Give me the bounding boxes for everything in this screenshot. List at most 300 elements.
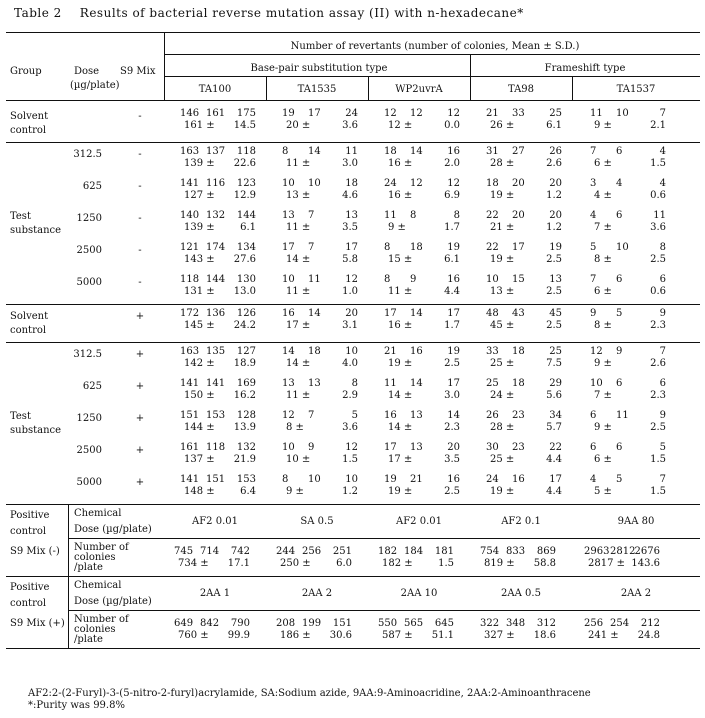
dose-value: 625: [82, 381, 102, 392]
plate-count-1: 161: [180, 442, 200, 453]
plate-count-3: 16: [447, 274, 460, 285]
plate-count-3: 790: [230, 618, 250, 629]
sd-value: 6.9: [444, 190, 460, 201]
plate-count-1: 182: [378, 546, 398, 557]
plate-count-1: 118: [180, 274, 200, 285]
data-cell: [590, 146, 666, 172]
rule-line: [164, 76, 700, 77]
plate-count-3: 17: [447, 378, 460, 389]
plate-count-3: 7: [659, 108, 666, 119]
column-divider: [470, 54, 471, 100]
mean-value: 9 ±: [388, 222, 406, 233]
mean-value: 8 ±: [286, 422, 304, 433]
plate-count-3: 45: [549, 308, 562, 319]
data-cell: [590, 178, 666, 204]
plate-count-1: 550: [378, 618, 398, 629]
mean-value: 25 ±: [490, 454, 515, 465]
plate-count-2: 14: [308, 308, 321, 319]
plate-count-1: 18: [384, 146, 397, 157]
data-cell: [276, 618, 352, 644]
plate-count-1: 19: [384, 474, 397, 485]
plate-count-2: 10: [616, 242, 629, 253]
s9-value: +: [135, 477, 145, 488]
mean-value: 26 ±: [490, 120, 515, 131]
s9-value: -: [138, 277, 142, 288]
sd-value: 3.6: [650, 222, 666, 233]
data-cell: [276, 546, 352, 572]
colonies-label: /plate: [74, 562, 103, 573]
sd-value: 1.5: [650, 454, 666, 465]
sd-value: 4.4: [546, 486, 562, 497]
data-cell: [282, 210, 358, 236]
strain-ta100: TA100: [198, 84, 232, 95]
data-cell: [584, 546, 660, 572]
positive-chemical: 2AA 2: [301, 588, 333, 599]
plate-count-1: 151: [180, 410, 200, 421]
sd-value: 2.6: [650, 358, 666, 369]
plate-count-3: 126: [236, 308, 256, 319]
mean-value: 6 ±: [594, 454, 612, 465]
positive-chemical: 2AA 10: [400, 588, 438, 599]
mean-value: 16 ±: [388, 320, 413, 331]
plate-count-3: 14: [447, 410, 460, 421]
data-cell: [180, 308, 256, 334]
mean-value: 6 ±: [594, 286, 612, 297]
plate-count-1: 146: [180, 108, 200, 119]
data-cell: [590, 210, 666, 236]
data-cell: [384, 378, 460, 404]
plate-count-2: 11: [308, 274, 321, 285]
plate-count-2: 118: [206, 442, 226, 453]
sd-value: 2.5: [444, 358, 460, 369]
s9-value: +: [135, 381, 145, 392]
plate-count-2: 27: [512, 146, 525, 157]
plate-count-2: 20: [512, 178, 525, 189]
plate-count-2: 7: [308, 210, 315, 221]
plate-count-1: 12: [384, 108, 397, 119]
data-cell: [378, 546, 454, 572]
data-cell: [282, 178, 358, 204]
data-cell: [180, 242, 256, 268]
sd-value: 14.5: [233, 120, 256, 131]
sd-value: 1.0: [342, 286, 358, 297]
data-cell: [590, 308, 666, 334]
plate-count-3: 312: [536, 618, 556, 629]
plate-count-2: 254: [610, 618, 630, 629]
sd-value: 22.6: [233, 158, 256, 169]
plate-count-1: 16: [384, 410, 397, 421]
plate-count-2: 144: [206, 274, 226, 285]
plate-count-3: 16: [447, 146, 460, 157]
mean-value: 5 ±: [594, 486, 612, 497]
plate-count-3: 4: [659, 178, 666, 189]
column-divider: [68, 576, 69, 648]
plate-count-2: 184: [404, 546, 424, 557]
plate-count-2: 18: [512, 378, 525, 389]
data-cell: [486, 474, 562, 500]
rule-line: [6, 142, 700, 143]
mean-value: 2817 ±: [588, 558, 626, 569]
plate-count-1: 140: [180, 210, 200, 221]
data-cell: [486, 378, 562, 404]
mean-value: 14 ±: [388, 422, 413, 433]
mean-value: 241 ±: [588, 630, 619, 641]
positive-label: Positive: [10, 510, 50, 521]
sd-value: 2.3: [650, 390, 666, 401]
plate-count-3: 12: [345, 274, 358, 285]
plate-count-2: 12: [410, 178, 423, 189]
plate-count-1: 30: [486, 442, 499, 453]
plate-count-1: 13: [282, 378, 295, 389]
mean-value: 139 ±: [184, 222, 215, 233]
plate-count-1: 141: [180, 378, 200, 389]
sd-value: 3.5: [444, 454, 460, 465]
plate-count-2: 13: [410, 410, 423, 421]
data-cell: [282, 410, 358, 436]
plate-count-3: 6: [659, 274, 666, 285]
plate-count-1: 256: [584, 618, 604, 629]
plate-count-1: 17: [282, 242, 295, 253]
plate-count-3: 19: [447, 242, 460, 253]
sd-value: 24.8: [637, 630, 660, 641]
plate-count-2: 8: [410, 210, 417, 221]
plate-count-1: 17: [384, 308, 397, 319]
plate-count-2: 10: [308, 474, 321, 485]
mean-value: 14 ±: [286, 254, 311, 265]
plate-count-1: 24: [486, 474, 499, 485]
strain-ta98: TA98: [507, 84, 535, 95]
sd-value: 143.6: [631, 558, 660, 569]
mean-value: 24 ±: [490, 390, 515, 401]
plate-count-3: 7: [659, 346, 666, 357]
plate-count-3: 18: [345, 178, 358, 189]
rule-line: [68, 610, 700, 611]
sd-value: 13.0: [233, 286, 256, 297]
dose-header: Dose: [74, 66, 100, 77]
plate-count-3: 181: [434, 546, 454, 557]
plate-count-2: 842: [200, 618, 220, 629]
data-cell: [486, 442, 562, 468]
sd-value: 2.5: [546, 286, 562, 297]
data-cell: [584, 618, 660, 644]
base-pair-header: Base-pair substitution type: [250, 63, 388, 74]
sd-value: 2.3: [650, 320, 666, 331]
plate-count-2: 13: [308, 378, 321, 389]
plate-count-2: 348: [506, 618, 526, 629]
data-cell: [384, 410, 460, 436]
data-cell: [590, 410, 666, 436]
plate-count-2: 116: [206, 178, 226, 189]
data-cell: [180, 210, 256, 236]
plate-count-3: 10: [345, 346, 358, 357]
plate-count-1: 7: [590, 146, 597, 157]
plate-count-3: 8: [659, 242, 666, 253]
column-divider: [266, 76, 267, 100]
plate-count-1: 10: [590, 378, 603, 389]
plate-count-2: 5: [616, 308, 623, 319]
sd-value: 2.5: [546, 254, 562, 265]
plate-count-3: 742: [230, 546, 250, 557]
group-label: Test: [10, 411, 31, 422]
plate-count-2: 161: [206, 108, 226, 119]
plate-count-1: 5: [590, 242, 597, 253]
plate-count-2: 23: [512, 410, 525, 421]
plate-count-1: 163: [180, 146, 200, 157]
mean-value: 11 ±: [388, 286, 413, 297]
sd-value: 2.5: [650, 254, 666, 265]
dose-value: 1250: [76, 213, 102, 224]
rule-line: [6, 648, 700, 649]
colonies-label: Number of: [74, 542, 129, 553]
plate-count-1: 11: [384, 378, 397, 389]
plate-count-2: 256: [302, 546, 322, 557]
data-cell: [486, 346, 562, 372]
data-cell: [282, 474, 358, 500]
plate-count-3: 20: [549, 178, 562, 189]
s9-value: -: [138, 111, 142, 122]
plate-count-1: 3: [590, 178, 597, 189]
data-cell: [174, 546, 250, 572]
plate-count-3: 8: [453, 210, 460, 221]
sd-value: 4.6: [342, 190, 358, 201]
dose-unit: (µg/plate): [70, 80, 120, 91]
chemical-label: Chemical: [74, 580, 122, 591]
plate-count-1: 25: [486, 378, 499, 389]
plate-count-1: 17: [384, 442, 397, 453]
mean-value: 19 ±: [388, 358, 413, 369]
sd-value: 58.8: [533, 558, 556, 569]
mean-value: 9 ±: [594, 422, 612, 433]
chemical-dose-label: Dose (µg/plate): [74, 524, 152, 535]
rule-line: [68, 538, 700, 539]
dose-value: 625: [82, 181, 102, 192]
plate-count-2: 12: [410, 108, 423, 119]
positive-chemical: 2AA 0.5: [501, 588, 541, 599]
mean-value: 7 ±: [594, 222, 612, 233]
data-cell: [282, 308, 358, 334]
mean-value: 182 ±: [382, 558, 413, 569]
positive-chemical: 2AA 2: [620, 588, 652, 599]
plate-count-2: 6: [616, 274, 623, 285]
mean-value: 19 ±: [388, 486, 413, 497]
data-cell: [590, 378, 666, 404]
plate-count-3: 645: [434, 618, 454, 629]
data-cell: [180, 346, 256, 372]
mean-value: 186 ±: [280, 630, 311, 641]
plate-count-1: 244: [276, 546, 296, 557]
sd-value: 2.5: [650, 422, 666, 433]
plate-count-2: 5: [616, 474, 623, 485]
data-cell: [590, 346, 666, 372]
plate-count-1: 33: [486, 346, 499, 357]
plate-count-3: 12: [447, 178, 460, 189]
positive-chemical: SA 0.5: [300, 516, 334, 527]
sd-value: 1.7: [444, 320, 460, 331]
plate-count-2: 9: [616, 346, 623, 357]
plate-count-1: 21: [384, 346, 397, 357]
positive-label: S9 Mix (+): [10, 618, 65, 629]
plate-count-3: 34: [549, 410, 562, 421]
plate-count-2: 6: [616, 378, 623, 389]
data-cell: [180, 108, 256, 134]
mean-value: 19 ±: [490, 190, 515, 201]
mean-value: 45 ±: [490, 320, 515, 331]
plate-count-2: 14: [410, 146, 423, 157]
mean-value: 6 ±: [594, 158, 612, 169]
sd-value: 1.5: [650, 158, 666, 169]
plate-count-2: 15: [512, 274, 525, 285]
plate-count-3: 12: [447, 108, 460, 119]
plate-count-2: 6: [616, 442, 623, 453]
plate-count-1: 12: [282, 410, 295, 421]
s9-value: +: [135, 311, 145, 322]
data-cell: [480, 618, 556, 644]
group-label: control: [10, 325, 47, 336]
sd-value: 3.6: [342, 422, 358, 433]
sd-value: 1.5: [438, 558, 454, 569]
plate-count-1: 8: [384, 274, 391, 285]
sd-value: 3.0: [444, 390, 460, 401]
mean-value: 161 ±: [184, 120, 215, 131]
chemical-label: Chemical: [74, 508, 122, 519]
plate-count-3: 5: [351, 410, 358, 421]
sd-value: 1.2: [546, 190, 562, 201]
plate-count-2: 132: [206, 210, 226, 221]
plate-count-2: 136: [206, 308, 226, 319]
plate-count-1: 322: [480, 618, 500, 629]
plate-count-3: 29: [549, 378, 562, 389]
data-cell: [486, 146, 562, 172]
data-cell: [282, 146, 358, 172]
colonies-label: /plate: [74, 634, 103, 645]
plate-count-1: 163: [180, 346, 200, 357]
sd-value: 3.0: [342, 158, 358, 169]
positive-chemical: 2AA 1: [199, 588, 231, 599]
plate-count-1: 14: [282, 346, 295, 357]
rule-line: [6, 342, 700, 343]
sd-value: 6.1: [444, 254, 460, 265]
strain-ta1535: TA1535: [297, 84, 337, 95]
rule-line: [6, 304, 700, 305]
plate-count-1: 10: [486, 274, 499, 285]
plate-count-2: 153: [206, 410, 226, 421]
plate-count-1: 11: [384, 210, 397, 221]
plate-count-3: 6: [659, 378, 666, 389]
sd-value: 16.2: [233, 390, 256, 401]
plate-count-3: 144: [236, 210, 256, 221]
data-cell: [384, 108, 460, 134]
plate-count-2: 199: [302, 618, 322, 629]
plate-count-1: 13: [282, 210, 295, 221]
data-cell: [174, 618, 250, 644]
group-label: Test: [10, 211, 31, 222]
sd-value: 2.5: [444, 486, 460, 497]
plate-count-3: 251: [332, 546, 352, 557]
plate-count-2: 10: [616, 108, 629, 119]
mean-value: 28 ±: [490, 158, 515, 169]
plate-count-3: 9: [659, 410, 666, 421]
group-header: Group: [10, 66, 42, 77]
plate-count-1: 10: [282, 442, 295, 453]
plate-count-3: 13: [549, 274, 562, 285]
plate-count-3: 132: [236, 442, 256, 453]
positive-chemical: AF2 0.01: [396, 516, 442, 527]
plate-count-1: 208: [276, 618, 296, 629]
plate-count-2: 33: [512, 108, 525, 119]
plate-count-3: 7: [659, 474, 666, 485]
plate-count-3: 127: [236, 346, 256, 357]
plate-count-3: 212: [640, 618, 660, 629]
mean-value: 142 ±: [184, 358, 215, 369]
mean-value: 760 ±: [178, 630, 209, 641]
plate-count-3: 5: [659, 442, 666, 453]
plate-count-1: 2963: [584, 546, 610, 557]
data-cell: [590, 442, 666, 468]
strain-wp2uvra: WP2uvrA: [395, 84, 443, 95]
plate-count-3: 22: [549, 442, 562, 453]
plate-count-2: 2812: [610, 546, 636, 557]
plate-count-1: 48: [486, 308, 499, 319]
sd-value: 2.5: [546, 320, 562, 331]
sd-value: 18.6: [533, 630, 556, 641]
sd-value: 4.4: [546, 454, 562, 465]
mean-value: 148 ±: [184, 486, 215, 497]
plate-count-3: 26: [549, 146, 562, 157]
plate-count-1: 16: [282, 308, 295, 319]
plate-count-3: 11: [345, 146, 358, 157]
sd-value: 51.1: [431, 630, 454, 641]
plate-count-3: 151: [332, 618, 352, 629]
plate-count-1: 649: [174, 618, 194, 629]
mean-value: 16 ±: [388, 158, 413, 169]
data-cell: [384, 274, 460, 300]
sd-value: 13.9: [233, 422, 256, 433]
plate-count-2: 11: [616, 410, 629, 421]
sd-value: 17.1: [227, 558, 250, 569]
data-cell: [378, 618, 454, 644]
column-divider: [164, 32, 165, 100]
rule-line: [6, 32, 700, 33]
mean-value: 734 ±: [178, 558, 209, 569]
data-cell: [180, 474, 256, 500]
mean-value: 11 ±: [286, 286, 311, 297]
table-title: [14, 6, 524, 20]
plate-count-2: 14: [308, 146, 321, 157]
mean-value: 14 ±: [388, 390, 413, 401]
colonies-label: Number of: [74, 614, 129, 625]
s9-value: -: [138, 213, 142, 224]
mean-value: 8 ±: [594, 254, 612, 265]
plate-count-3: 153: [236, 474, 256, 485]
mean-value: 127 ±: [184, 190, 215, 201]
sd-value: 21.9: [233, 454, 256, 465]
plate-count-2: 714: [200, 546, 220, 557]
sd-value: 4.0: [342, 358, 358, 369]
data-cell: [180, 274, 256, 300]
sd-value: 1.2: [546, 222, 562, 233]
dose-value: 312.5: [73, 349, 102, 360]
mean-value: 21 ±: [490, 222, 515, 233]
rule-line: [6, 504, 700, 505]
sd-value: 3.5: [342, 222, 358, 233]
s9-value: -: [138, 245, 142, 256]
sd-value: 99.9: [227, 630, 250, 641]
mean-value: 131 ±: [184, 286, 215, 297]
plate-count-3: 13: [345, 210, 358, 221]
plate-count-3: 12: [345, 442, 358, 453]
data-cell: [282, 442, 358, 468]
sd-value: 7.5: [546, 358, 562, 369]
